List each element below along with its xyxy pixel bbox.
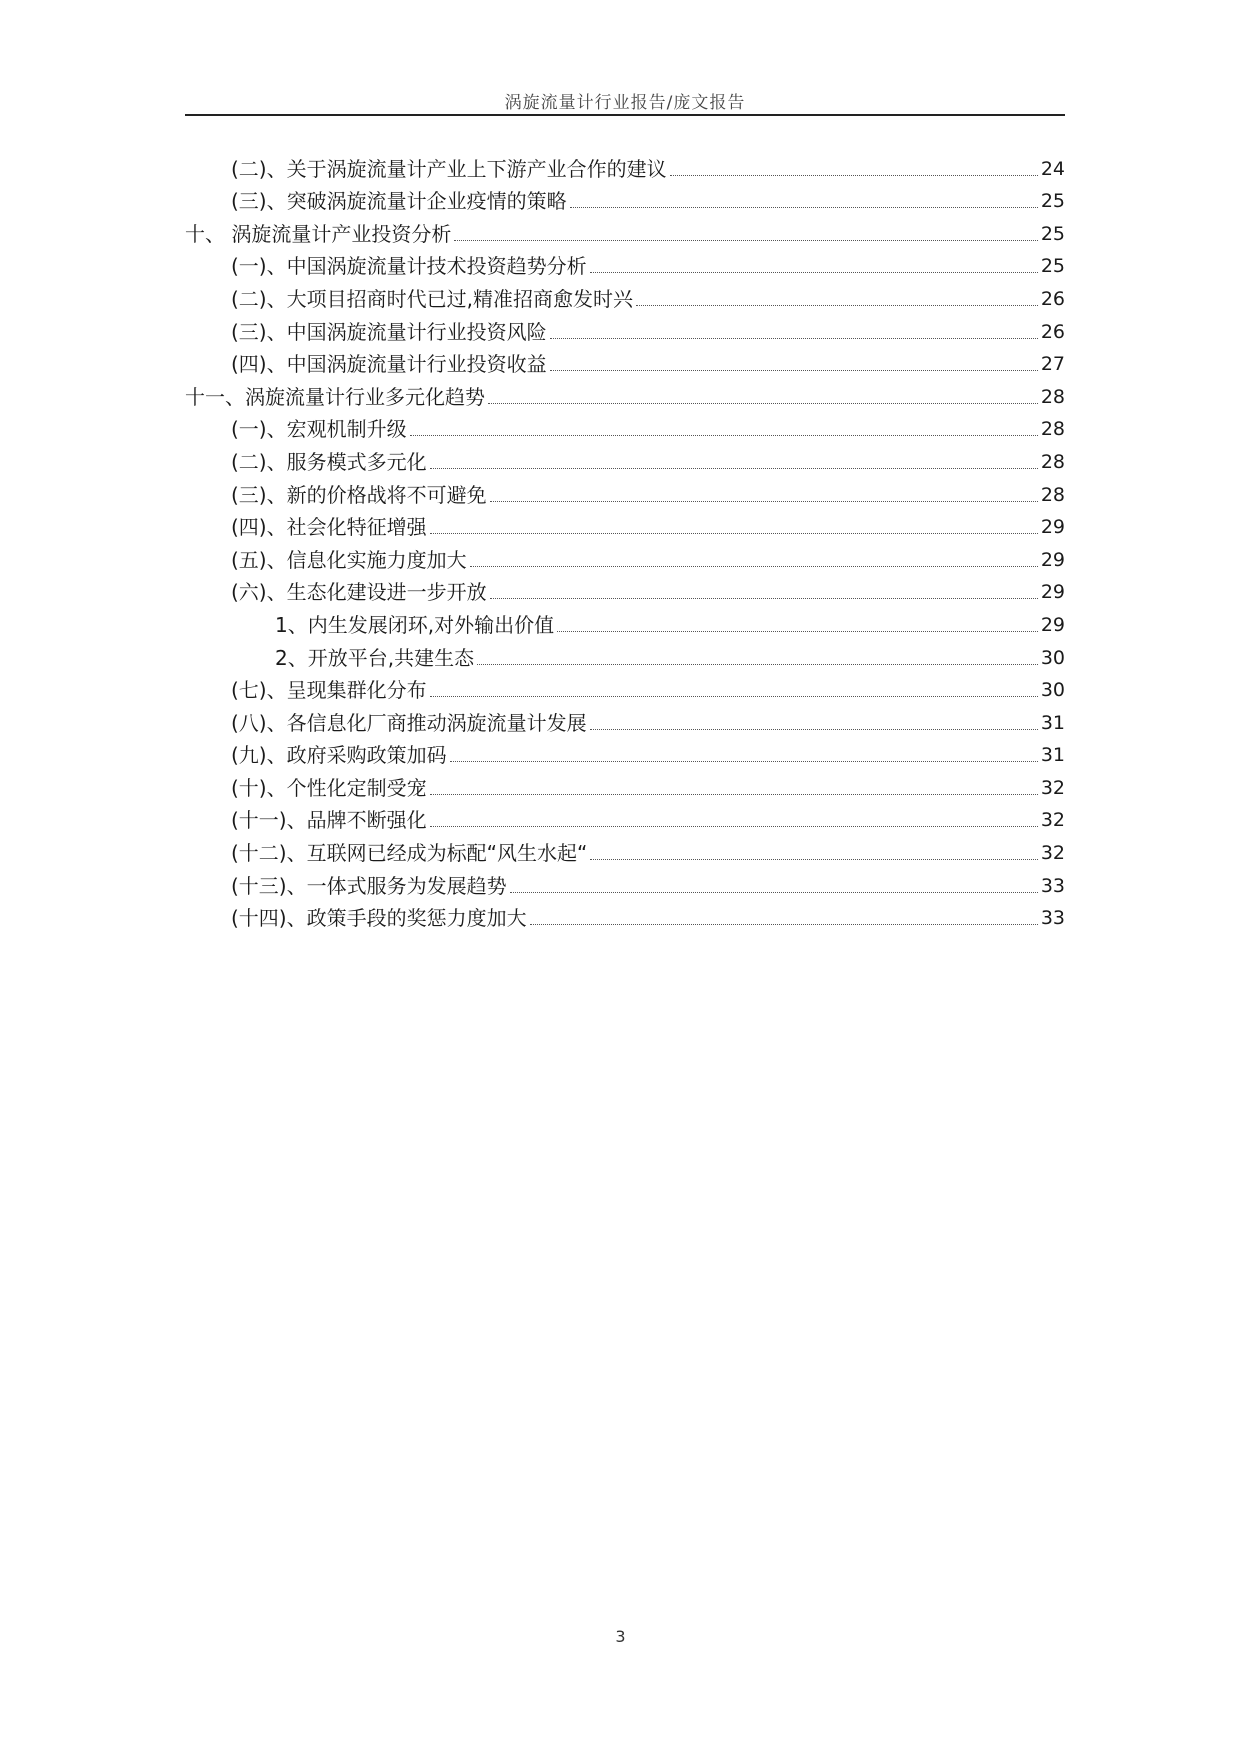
- toc-entry-label: (五)、信息化实施力度加大: [231, 547, 467, 572]
- toc-dot-leader: [557, 631, 1038, 632]
- toc-entry-label: (七)、呈现集群化分布: [231, 678, 427, 703]
- toc-entry-label: (十一)、品牌不断强化: [231, 808, 427, 833]
- toc-dot-leader: [570, 207, 1038, 208]
- toc-entry[interactable]: [185, 278, 1065, 311]
- toc-entry-page-number: 31: [1040, 744, 1065, 767]
- toc-entry-page-number: 25: [1040, 222, 1065, 245]
- toc-dot-leader: [590, 272, 1038, 273]
- toc-dot-leader: [454, 240, 1037, 241]
- toc-entry-label: (十二)、互联网已经成为标配“风生水起“: [231, 841, 588, 866]
- toc-entry-label: (四)、社会化特征增强: [231, 515, 427, 540]
- toc-entry-page-number: 33: [1040, 874, 1065, 897]
- table-of-contents: [185, 148, 1065, 930]
- toc-entry[interactable]: [185, 181, 1065, 214]
- toc-entry[interactable]: [185, 702, 1065, 735]
- toc-entry[interactable]: [185, 865, 1065, 898]
- toc-dot-leader: [470, 566, 1038, 567]
- toc-entry-label: (六)、生态化建设进一步开放: [231, 580, 487, 605]
- toc-dot-leader: [430, 696, 1038, 697]
- toc-entry-label: (一)、中国涡旋流量计技术投资趋势分析: [231, 254, 587, 279]
- toc-dot-leader: [477, 664, 1038, 665]
- toc-entry-page-number: 32: [1040, 842, 1065, 865]
- toc-entry[interactable]: [185, 474, 1065, 507]
- toc-entry-page-number: 30: [1040, 679, 1065, 702]
- toc-entry[interactable]: [185, 409, 1065, 442]
- toc-dot-leader: [430, 533, 1038, 534]
- toc-entry-page-number: 28: [1040, 483, 1065, 506]
- toc-entry-page-number: 26: [1040, 287, 1065, 310]
- toc-entry[interactable]: [185, 670, 1065, 703]
- toc-entry-page-number: 25: [1040, 255, 1065, 278]
- toc-entry-page-number: 29: [1040, 613, 1065, 636]
- toc-entry-page-number: 33: [1040, 907, 1065, 930]
- toc-dot-leader: [590, 859, 1037, 860]
- toc-entry-label: (三)、突破涡旋流量计企业疫情的策略: [231, 189, 567, 214]
- toc-dot-leader: [510, 892, 1038, 893]
- toc-entry-page-number: 28: [1040, 450, 1065, 473]
- toc-entry-label: (四)、中国涡旋流量计行业投资收益: [231, 352, 547, 377]
- toc-entry-label: (三)、中国涡旋流量计行业投资风险: [231, 319, 547, 344]
- toc-entry[interactable]: [185, 800, 1065, 833]
- toc-dot-leader: [410, 435, 1038, 436]
- toc-entry-label: (九)、政府采购政策加码: [231, 743, 447, 768]
- toc-entry-page-number: 27: [1040, 353, 1065, 376]
- toc-dot-leader: [430, 468, 1038, 469]
- toc-entry[interactable]: [185, 767, 1065, 800]
- toc-entry-label: (八)、各信息化厂商推动涡旋流量计发展: [231, 710, 587, 735]
- toc-dot-leader: [550, 370, 1038, 371]
- toc-entry-page-number: 29: [1040, 516, 1065, 539]
- toc-entry-label: (十三)、一体式服务为发展趋势: [231, 873, 507, 898]
- toc-entry-label: (三)、新的价格战将不可避免: [231, 482, 487, 507]
- toc-entry-page-number: 28: [1040, 385, 1065, 408]
- toc-entry-page-number: 29: [1040, 548, 1065, 571]
- toc-dot-leader: [430, 794, 1038, 795]
- toc-dot-leader: [490, 501, 1038, 502]
- toc-entry-label: (十四)、政策手段的奖惩力度加大: [231, 906, 527, 931]
- toc-entry-label: 1、内生发展闭环,对外输出价值: [275, 612, 555, 637]
- toc-entry[interactable]: [185, 539, 1065, 572]
- toc-entry[interactable]: [185, 311, 1065, 344]
- toc-entry[interactable]: [185, 441, 1065, 474]
- toc-entry-label: (一)、宏观机制升级: [231, 417, 407, 442]
- toc-entry-label: 十、 涡旋流量计产业投资分析: [185, 221, 452, 246]
- toc-entry-page-number: 32: [1040, 809, 1065, 832]
- toc-entry[interactable]: [185, 246, 1065, 279]
- toc-entry[interactable]: [185, 376, 1065, 409]
- toc-entry-label: (十)、个性化定制受宠: [231, 775, 427, 800]
- toc-entry[interactable]: [185, 213, 1065, 246]
- toc-entry[interactable]: [185, 832, 1065, 865]
- toc-entry-label: 2、开放平台,共建生态: [275, 645, 475, 670]
- toc-dot-leader: [490, 598, 1038, 599]
- toc-entry[interactable]: [185, 572, 1065, 605]
- toc-entry[interactable]: [185, 344, 1065, 377]
- toc-entry[interactable]: [185, 637, 1065, 670]
- toc-dot-leader: [636, 305, 1038, 306]
- toc-entry-label: 十一、涡旋流量计行业多元化趋势: [185, 384, 485, 409]
- toc-entry-page-number: 29: [1040, 581, 1065, 604]
- toc-entry-page-number: 26: [1040, 320, 1065, 343]
- toc-entry[interactable]: [185, 898, 1065, 931]
- toc-entry[interactable]: [185, 735, 1065, 768]
- toc-entry-page-number: 25: [1040, 190, 1065, 213]
- toc-entry[interactable]: [185, 604, 1065, 637]
- toc-dot-leader: [590, 729, 1038, 730]
- page-header: 涡旋流量计行业报告/庞文报告: [504, 93, 746, 113]
- header-rule: [185, 114, 1065, 116]
- toc-dot-leader: [450, 761, 1038, 762]
- toc-entry-label: (二)、关于涡旋流量计产业上下游产业合作的建议: [231, 156, 667, 181]
- toc-dot-leader: [430, 826, 1038, 827]
- toc-entry-page-number: 28: [1040, 418, 1065, 441]
- toc-entry-page-number: 32: [1040, 776, 1065, 799]
- toc-dot-leader: [530, 924, 1038, 925]
- toc-entry[interactable]: [185, 148, 1065, 181]
- toc-dot-leader: [670, 175, 1038, 176]
- toc-entry-page-number: 30: [1040, 646, 1065, 669]
- page-number: 3: [615, 1627, 626, 1646]
- toc-entry-page-number: 31: [1040, 711, 1065, 734]
- toc-entry-label: (二)、大项目招商时代已过,精准招商愈发时兴: [231, 286, 633, 311]
- toc-entry-page-number: 24: [1040, 157, 1065, 180]
- toc-entry-label: (二)、服务模式多元化: [231, 449, 427, 474]
- toc-dot-leader: [550, 338, 1038, 339]
- toc-entry[interactable]: [185, 507, 1065, 540]
- toc-dot-leader: [488, 403, 1038, 404]
